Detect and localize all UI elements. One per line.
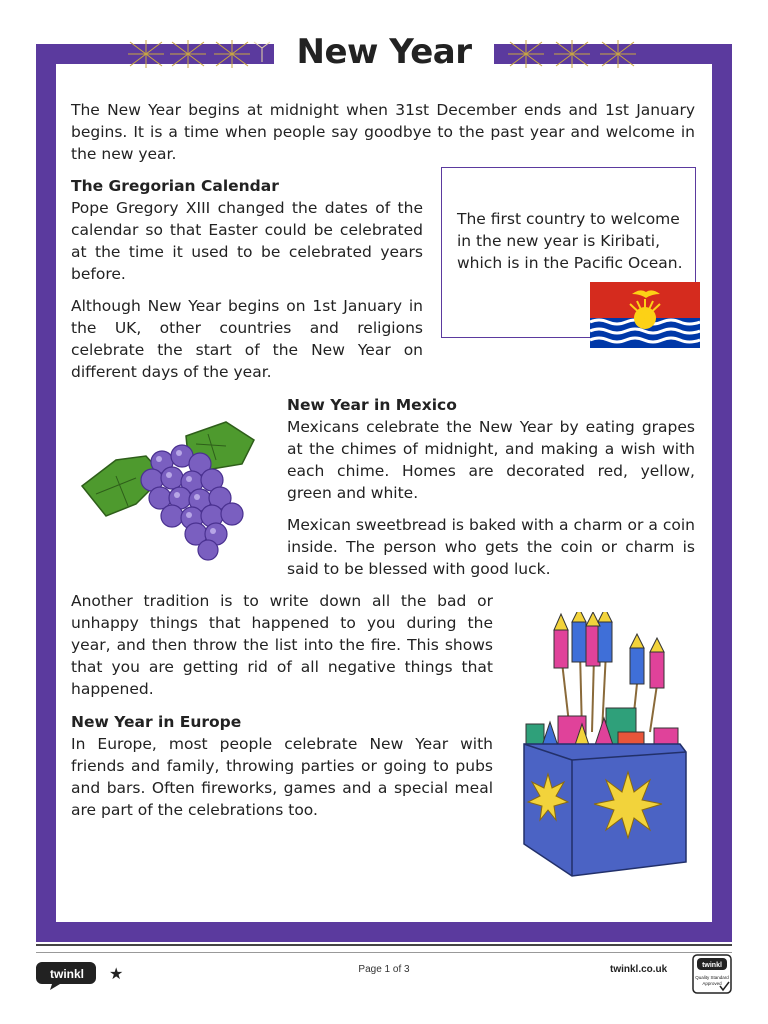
gregorian-paragraph-1: Pope Gregory XIII changed the dates of the calendar so that Easter could be celebrated at the time it used to be celebrated years before. xyxy=(71,199,423,283)
footer-divider-thin xyxy=(36,952,732,953)
footer-divider xyxy=(36,944,732,946)
fireworks-burst-icon xyxy=(126,38,272,70)
intro-paragraph: The New Year begins at midnight when 31st December ends and 1st January begins. It is a time when people say goodbye to the past year and welcome in the new year. xyxy=(71,101,695,163)
mexico-paragraph-1: Mexicans celebrate the New Year by eating grapes at the chimes of midnight, and making a wish with each chime. Homes are decorated red, yellow, green and white. xyxy=(287,418,695,502)
title-plate xyxy=(274,28,494,76)
mexico-paragraph-2: Mexican sweetbread is baked with a charm or a coin inside. The person who gets the coin or charm is said to be blessed with good luck. xyxy=(287,516,695,578)
gregorian-paragraph-2: Although New Year begins on 1st January in the UK, other countries and religions celebrate the start of the New Year on different days of the year. xyxy=(71,297,423,381)
grapes-icon xyxy=(76,416,274,564)
quality-badge-icon xyxy=(692,954,732,994)
badge-text-line-2: Approved xyxy=(702,981,722,986)
site-link[interactable]: twinkl.co.uk xyxy=(610,964,668,975)
kiribati-flag-icon xyxy=(590,282,700,348)
fireworks-burst-icon xyxy=(496,38,642,70)
star-icon: ★ xyxy=(109,964,124,983)
europe-heading: New Year in Europe xyxy=(71,713,242,731)
tradition-paragraph: Another tradition is to write down all the bad or unhappy things that happened to you during the year, and then throw the list into the fire. This shows that you are getting rid of all negative things that happened. xyxy=(71,592,493,698)
page-title: New Year xyxy=(296,32,472,72)
gregorian-heading: The Gregorian Calendar xyxy=(71,177,279,195)
fireworks-box-icon xyxy=(518,612,690,880)
twinkl-logo-text: twinkl xyxy=(49,967,85,981)
page-number: Page 1 of 3 xyxy=(358,964,410,975)
europe-paragraph: In Europe, most people celebrate New Year with friends and family, throwing parties or going to pubs and bars. Often fireworks, games and a special meal are part of the celebrations too. xyxy=(71,735,493,819)
badge-text-line-1: Quality Standard xyxy=(695,975,729,980)
fact-box-text: The first country to welcome in the new year is Kiribati, which is in the Pacific Ocean. xyxy=(457,210,683,272)
badge-brand-text: twinkl xyxy=(702,962,722,969)
mexico-heading: New Year in Mexico xyxy=(287,396,457,414)
